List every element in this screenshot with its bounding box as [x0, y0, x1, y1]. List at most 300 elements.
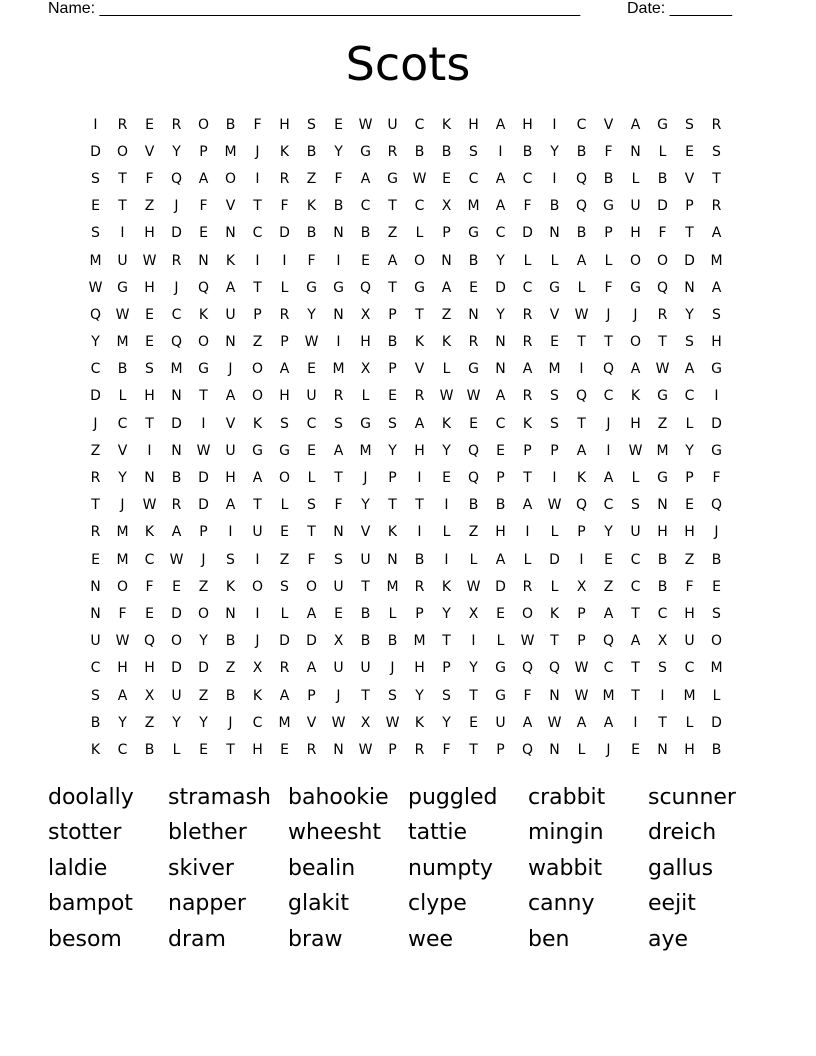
grid-letter: L — [604, 252, 613, 269]
grid-letter: F — [523, 198, 532, 215]
grid-letter: A — [225, 279, 236, 296]
grid-letter: Q — [575, 497, 588, 514]
grid-letter: S — [550, 388, 559, 405]
grid-letter: T — [253, 279, 262, 296]
grid-letter: Y — [172, 143, 181, 160]
grid-letter: Q — [548, 660, 561, 677]
grid-letter: L — [685, 415, 694, 432]
grid-letter: H — [630, 225, 641, 242]
grid-letter: K — [225, 252, 236, 269]
word-bank-word: besom — [48, 926, 122, 952]
grid-letter: S — [469, 143, 478, 160]
grid-letter: V — [360, 524, 371, 541]
grid-letter: M — [224, 143, 237, 160]
grid-letter: B — [90, 714, 101, 731]
grid-letter: H — [117, 660, 128, 677]
grid-letter: Z — [468, 524, 479, 541]
grid-letter: A — [684, 361, 695, 378]
grid-letter: S — [91, 225, 100, 242]
grid-letter: B — [549, 198, 560, 215]
grid-letter: U — [252, 524, 263, 541]
grid-letter: Q — [521, 741, 534, 758]
grid-letter: B — [603, 170, 614, 187]
grid-row — [82, 600, 730, 627]
grid-letter: C — [522, 279, 533, 296]
grid-letter: N — [90, 605, 101, 622]
grid-letter: Z — [144, 714, 155, 731]
grid-letter: I — [660, 687, 665, 704]
grid-letter: P — [577, 524, 586, 541]
grid-letter: S — [307, 116, 316, 133]
grid-letter: Z — [198, 578, 209, 595]
grid-letter: H — [684, 741, 695, 758]
grid-letter: T — [361, 578, 370, 595]
grid-letter: B — [225, 633, 236, 650]
grid-letter: Y — [307, 306, 316, 323]
grid-letter: R — [711, 198, 722, 215]
grid-letter: M — [413, 633, 426, 650]
word-bank-row — [48, 851, 768, 887]
word-search-grid — [82, 111, 730, 764]
grid-letter: R — [522, 334, 533, 351]
grid-letter: B — [441, 143, 452, 160]
grid-letter: T — [550, 633, 559, 650]
grid-letter: U — [630, 198, 641, 215]
grid-row — [82, 165, 730, 192]
grid-letter: Q — [656, 279, 669, 296]
grid-letter: N — [198, 252, 209, 269]
grid-letter: N — [333, 225, 344, 242]
grid-row — [82, 546, 730, 573]
grid-letter: B — [225, 687, 236, 704]
grid-letter: I — [255, 605, 260, 622]
grid-letter: O — [710, 633, 723, 650]
grid-row — [82, 410, 730, 437]
grid-letter: Z — [603, 578, 614, 595]
grid-letter: J — [228, 361, 233, 378]
grid-letter: W — [358, 741, 373, 758]
grid-letter: M — [683, 687, 696, 704]
grid-letter: H — [360, 334, 371, 351]
grid-letter: P — [577, 605, 586, 622]
grid-letter: U — [684, 633, 695, 650]
grid-letter: T — [307, 524, 316, 541]
grid-letter: E — [334, 605, 343, 622]
grid-letter: U — [360, 551, 371, 568]
grid-letter: E — [145, 116, 154, 133]
grid-letter: I — [201, 415, 206, 432]
grid-letter: D — [279, 633, 290, 650]
grid-letter: H — [144, 225, 155, 242]
grid-letter: G — [495, 660, 506, 677]
word-bank-word: ben — [528, 926, 570, 952]
grid-letter: Y — [442, 714, 451, 731]
grid-letter: U — [360, 660, 371, 677]
grid-letter: F — [145, 170, 154, 187]
grid-letter: Y — [334, 143, 343, 160]
word-bank-word: wee — [408, 926, 454, 952]
grid-letter: F — [523, 687, 532, 704]
grid-letter: X — [333, 633, 344, 650]
grid-letter: U — [117, 252, 128, 269]
grid-letter: Q — [602, 361, 615, 378]
grid-row — [82, 655, 730, 682]
grid-letter: A — [225, 497, 236, 514]
grid-letter: T — [388, 198, 397, 215]
grid-letter: D — [711, 415, 722, 432]
grid-letter: P — [199, 524, 208, 541]
grid-letter: U — [333, 660, 344, 677]
grid-letter: O — [116, 143, 129, 160]
grid-letter: A — [495, 388, 506, 405]
word-bank-word: eejit — [648, 891, 696, 917]
word-bank-word: crabbit — [528, 784, 606, 810]
grid-letter: E — [685, 143, 694, 160]
grid-letter: F — [145, 578, 154, 595]
grid-letter: D — [657, 198, 668, 215]
grid-letter: I — [228, 524, 233, 541]
grid-letter: H — [684, 605, 695, 622]
grid-letter: K — [252, 687, 263, 704]
grid-letter: Q — [467, 470, 480, 487]
grid-letter: C — [90, 660, 101, 677]
grid-letter: F — [604, 279, 613, 296]
grid-letter: K — [306, 198, 317, 215]
grid-letter: H — [711, 334, 722, 351]
grid-letter: I — [552, 116, 557, 133]
grid-letter: C — [414, 116, 425, 133]
grid-letter: D — [198, 660, 209, 677]
grid-letter: F — [199, 198, 208, 215]
grid-letter: Y — [415, 687, 424, 704]
grid-letter: L — [523, 551, 532, 568]
grid-letter: V — [117, 442, 128, 459]
grid-letter: O — [413, 252, 426, 269]
grid-letter: H — [414, 660, 425, 677]
grid-letter: X — [360, 306, 371, 323]
grid-letter: T — [199, 388, 208, 405]
grid-letter: Y — [199, 633, 208, 650]
grid-letter: W — [574, 660, 589, 677]
grid-letter: F — [334, 170, 343, 187]
grid-letter: S — [91, 170, 100, 187]
grid-letter: W — [88, 279, 103, 296]
grid-letter: R — [90, 470, 101, 487]
grid-letter: Q — [170, 170, 183, 187]
grid-letter: W — [304, 334, 319, 351]
grid-letter: E — [469, 415, 478, 432]
grid-letter: N — [333, 524, 344, 541]
grid-letter: N — [171, 442, 182, 459]
grid-letter: I — [417, 524, 422, 541]
grid-letter: A — [360, 170, 371, 187]
grid-letter: A — [279, 361, 290, 378]
grid-letter: I — [282, 252, 287, 269]
grid-letter: G — [279, 442, 290, 459]
grid-letter: J — [174, 279, 179, 296]
grid-letter: T — [361, 687, 370, 704]
grid-letter: C — [171, 306, 182, 323]
grid-letter: E — [442, 170, 451, 187]
grid-letter: X — [360, 714, 371, 731]
grid-letter: N — [441, 252, 452, 269]
grid-letter: E — [550, 334, 559, 351]
grid-letter: G — [306, 279, 317, 296]
grid-letter: W — [331, 714, 346, 731]
grid-letter: I — [579, 361, 584, 378]
grid-letter: B — [576, 225, 587, 242]
grid-letter: L — [658, 143, 667, 160]
grid-letter: W — [142, 497, 157, 514]
grid-letter: N — [549, 687, 560, 704]
grid-letter: W — [466, 388, 481, 405]
grid-letter: S — [685, 334, 694, 351]
grid-letter: E — [469, 279, 478, 296]
grid-letter: M — [548, 361, 561, 378]
grid-letter: D — [171, 225, 182, 242]
grid-letter: M — [116, 524, 129, 541]
grid-letter: A — [603, 605, 614, 622]
grid-letter: V — [144, 143, 155, 160]
grid-letter: Q — [602, 633, 615, 650]
grid-letter: W — [412, 170, 427, 187]
grid-letter: I — [579, 551, 584, 568]
grid-letter: G — [711, 361, 722, 378]
grid-letter: C — [495, 225, 506, 242]
grid-letter: O — [656, 252, 669, 269]
grid-letter: Z — [144, 198, 155, 215]
grid-letter: C — [522, 170, 533, 187]
word-bank-word: skiver — [168, 855, 234, 881]
word-bank-row — [48, 922, 768, 958]
grid-letter: K — [414, 334, 425, 351]
grid-letter: A — [495, 170, 506, 187]
grid-letter: P — [415, 605, 424, 622]
grid-letter: P — [199, 143, 208, 160]
grid-letter: L — [442, 524, 451, 541]
grid-letter: A — [414, 415, 425, 432]
grid-letter: W — [142, 252, 157, 269]
grid-letter: E — [442, 470, 451, 487]
grid-letter: L — [172, 741, 181, 758]
grid-letter: B — [360, 225, 371, 242]
grid-row — [82, 519, 730, 546]
grid-letter: X — [468, 605, 479, 622]
word-bank-word: stotter — [48, 820, 122, 846]
grid-letter: G — [360, 415, 371, 432]
grid-letter: E — [361, 252, 370, 269]
grid-letter: Y — [604, 524, 613, 541]
grid-letter: I — [120, 225, 125, 242]
grid-letter: T — [442, 633, 451, 650]
grid-letter: Z — [225, 660, 236, 677]
grid-letter: B — [711, 551, 722, 568]
grid-letter: L — [280, 605, 289, 622]
grid-letter: B — [387, 633, 398, 650]
grid-letter: R — [171, 252, 182, 269]
grid-letter: T — [118, 170, 127, 187]
grid-letter: L — [631, 470, 640, 487]
grid-letter: D — [495, 578, 506, 595]
grid-letter: H — [225, 470, 236, 487]
grid-letter: O — [224, 170, 237, 187]
grid-letter: F — [712, 470, 721, 487]
grid-letter: N — [171, 388, 182, 405]
grid-letter: O — [251, 388, 264, 405]
grid-letter: S — [226, 551, 235, 568]
grid-row — [82, 111, 730, 138]
grid-letter: R — [414, 741, 425, 758]
grid-letter: R — [279, 306, 290, 323]
grid-letter: K — [387, 524, 398, 541]
grid-letter: W — [574, 306, 589, 323]
grid-letter: V — [549, 306, 560, 323]
word-bank-word: wheesht — [288, 820, 382, 846]
grid-letter: B — [657, 170, 668, 187]
grid-letter: L — [118, 388, 127, 405]
grid-letter: N — [333, 741, 344, 758]
word-bank-word: tattie — [408, 820, 468, 846]
grid-letter: O — [251, 361, 264, 378]
word-bank-word: glakit — [288, 891, 350, 917]
grid-letter: L — [280, 497, 289, 514]
grid-letter: W — [520, 633, 535, 650]
grid-letter: G — [333, 279, 344, 296]
grid-row — [82, 736, 730, 763]
grid-letter: T — [469, 687, 478, 704]
grid-letter: W — [439, 388, 454, 405]
grid-letter: P — [685, 198, 694, 215]
grid-letter: A — [630, 361, 641, 378]
grid-letter: A — [576, 442, 587, 459]
grid-letter: L — [712, 687, 721, 704]
grid-letter: B — [657, 578, 668, 595]
grid-letter: B — [306, 143, 317, 160]
grid-letter: P — [307, 687, 316, 704]
grid-letter: G — [198, 361, 209, 378]
grid-letter: L — [280, 279, 289, 296]
grid-letter: L — [496, 633, 505, 650]
grid-letter: J — [606, 741, 611, 758]
grid-letter: W — [385, 714, 400, 731]
grid-letter: K — [522, 415, 533, 432]
grid-letter: I — [336, 252, 341, 269]
grid-letter: L — [469, 551, 478, 568]
grid-letter: G — [468, 225, 479, 242]
grid-letter: N — [468, 306, 479, 323]
grid-letter: H — [279, 116, 290, 133]
grid-letter: J — [606, 415, 611, 432]
grid-letter: S — [307, 497, 316, 514]
grid-letter: P — [685, 470, 694, 487]
grid-letter: A — [252, 470, 263, 487]
grid-letter: E — [307, 361, 316, 378]
grid-letter: O — [629, 334, 642, 351]
grid-letter: R — [414, 388, 425, 405]
grid-letter: G — [657, 388, 668, 405]
grid-letter: E — [280, 741, 289, 758]
grid-letter: L — [631, 170, 640, 187]
grid-letter: J — [633, 306, 638, 323]
grid-letter: F — [334, 497, 343, 514]
grid-letter: I — [498, 143, 503, 160]
grid-letter: U — [171, 687, 182, 704]
grid-letter: G — [630, 279, 641, 296]
grid-letter: M — [116, 551, 129, 568]
grid-letter: T — [469, 741, 478, 758]
grid-letter: G — [360, 143, 371, 160]
word-bank-word: napper — [168, 891, 246, 917]
grid-letter: Z — [657, 415, 668, 432]
grid-letter: F — [307, 551, 316, 568]
grid-letter: B — [387, 334, 398, 351]
grid-letter: C — [306, 415, 317, 432]
grid-letter: Y — [496, 306, 505, 323]
word-bank-word: braw — [288, 926, 343, 952]
grid-letter: Y — [361, 497, 370, 514]
grid-letter: E — [307, 442, 316, 459]
grid-row — [82, 383, 730, 410]
grid-letter: B — [522, 143, 533, 160]
grid-letter: C — [144, 551, 155, 568]
grid-letter: S — [334, 551, 343, 568]
grid-letter: J — [93, 415, 98, 432]
grid-letter: C — [90, 361, 101, 378]
grid-letter: Y — [685, 306, 694, 323]
grid-letter: G — [495, 687, 506, 704]
grid-letter: D — [90, 143, 101, 160]
grid-letter: T — [658, 714, 667, 731]
word-bank-word: puggled — [408, 784, 498, 810]
grid-letter: B — [117, 361, 128, 378]
grid-letter: R — [171, 497, 182, 514]
grid-letter: N — [387, 551, 398, 568]
grid-letter: N — [333, 306, 344, 323]
grid-letter: T — [253, 198, 262, 215]
grid-letter: Z — [252, 334, 263, 351]
grid-letter: O — [197, 116, 210, 133]
grid-letter: P — [550, 442, 559, 459]
grid-letter: A — [306, 605, 317, 622]
grid-letter: A — [333, 442, 344, 459]
grid-letter: R — [333, 388, 344, 405]
grid-letter: K — [252, 415, 263, 432]
grid-letter: H — [468, 116, 479, 133]
grid-letter: O — [278, 470, 291, 487]
grid-letter: N — [225, 605, 236, 622]
grid-letter: B — [333, 198, 344, 215]
grid-letter: E — [145, 334, 154, 351]
word-bank-word: canny — [528, 891, 595, 917]
grid-letter: E — [685, 497, 694, 514]
grid-letter: E — [199, 225, 208, 242]
grid-letter: N — [495, 334, 506, 351]
grid-letter: O — [629, 252, 642, 269]
grid-letter: U — [90, 633, 101, 650]
grid-letter: Z — [306, 170, 317, 187]
word-bank-word: clype — [408, 891, 467, 917]
grid-letter: D — [711, 714, 722, 731]
grid-letter: I — [471, 633, 476, 650]
grid-letter: L — [442, 361, 451, 378]
grid-letter: U — [630, 524, 641, 541]
grid-letter: T — [118, 198, 127, 215]
grid-letter: Q — [197, 279, 210, 296]
grid-letter: H — [522, 116, 533, 133]
grid-letter: T — [631, 687, 640, 704]
grid-row — [82, 492, 730, 519]
grid-letter: Q — [710, 497, 723, 514]
